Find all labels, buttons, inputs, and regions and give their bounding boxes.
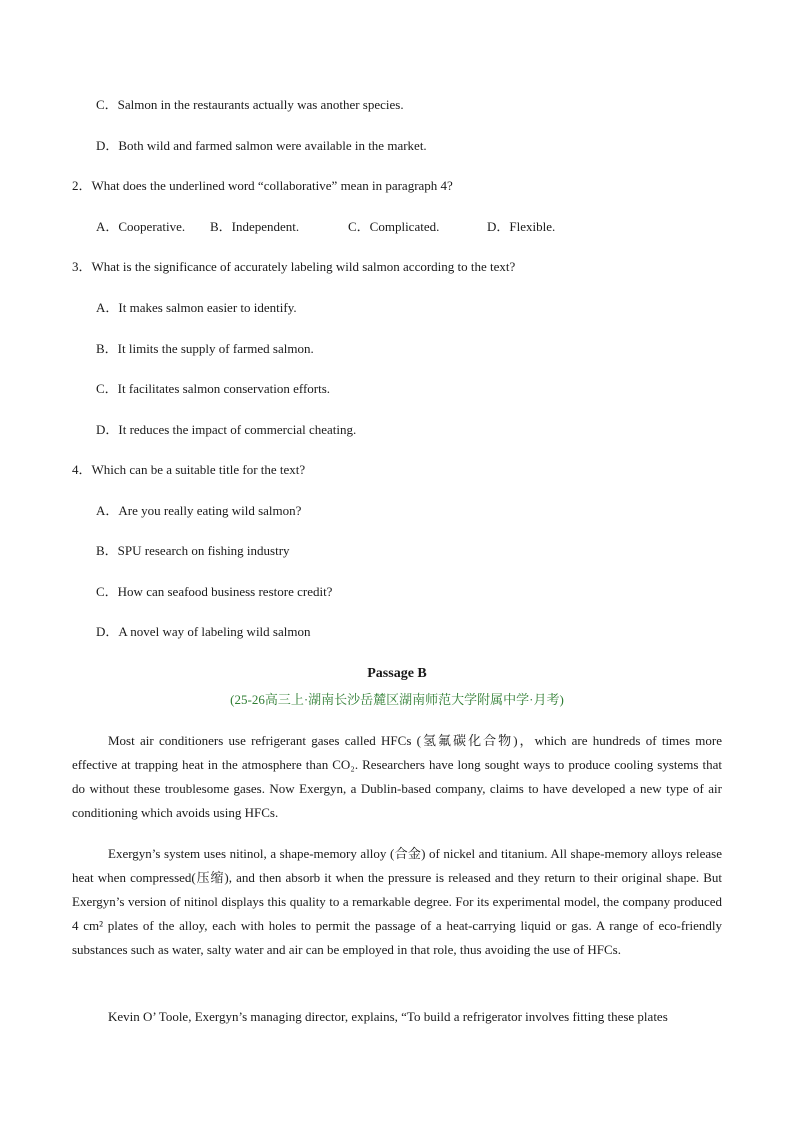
q2-stem: 2．What does the underlined word “collaborative” mean in paragraph 4? [72,178,453,193]
q4-option-a: A．Are you really eating wild salmon? [96,503,302,518]
passage-source: (25-26高三上·湖南长沙岳麓区湖南师范大学附属中学·月考) [230,692,564,707]
q3-option-d: D．It reduces the impact of commercial cheating. [96,422,357,437]
q4-option-c: C．How can seafood business restore credit? [96,584,333,599]
q1-option-d: D．Both wild and farmed salmon were available in the market. [96,138,427,153]
q3-stem: 3．What is the significance of accurately labeling wild salmon according to the text? [72,259,516,274]
q3-option-c: C．It facilitates salmon conservation efforts. [96,381,331,396]
q4-stem: 4．Which can be a suitable title for the text? [72,462,306,477]
q2-option-d: D．Flexible. [487,219,556,234]
q2-option-c: C．Complicated. [348,219,440,234]
passage-title: Passage B [367,666,427,681]
q4-option-d: D．A novel way of labeling wild salmon [96,624,311,639]
q2-option-b: B．Independent. [210,219,300,234]
q4-option-b: B．SPU research on fishing industry [96,543,290,558]
q3-option-a: A．It makes salmon easier to identify. [96,300,297,315]
q1-option-c: C．Salmon in the restaurants actually was another species. [96,97,404,112]
passage-paragraph-1: Most air conditioners use refrigerant gases called HFCs (氢氟碳化合物)，which are hundreds of times more effective at trapping heat in the atmosphere than CO₂. Researchers have long sought ways to produce cooling systems that do without these troublesome gases. Now Exergyn, a Dublin-based company, claims to have developed a new type of air conditioning which avoids using HFCs. [72,733,722,820]
passage-paragraph-2: Exergyn’s system uses nitinol, a shape-memory alloy (合金) of nickel and titanium. All shape-memory alloys release heat when compressed(压缩), and then absorb it when the pressure is released and they return to their original shape. But Exergyn’s version of nitinol displays this quality to a remarkable degree. For its experimental model, the company produced 4 cm² plates of the alloy, each with holes to permit the passage of a heat-carrying liquid or gas. A range of eco-friendly substances such as water, salty water and air can be employed in that role, thus avoiding the use of HFCs. [72,846,722,957]
q3-option-b: B．It limits the supply of farmed salmon. [96,341,314,356]
passage-paragraph-3: Kevin O’ Toole, Exergyn’s managing director, explains, “To build a refrigerator involves fitting these plates [108,1009,668,1024]
q2-option-a: A．Cooperative. [96,219,186,234]
